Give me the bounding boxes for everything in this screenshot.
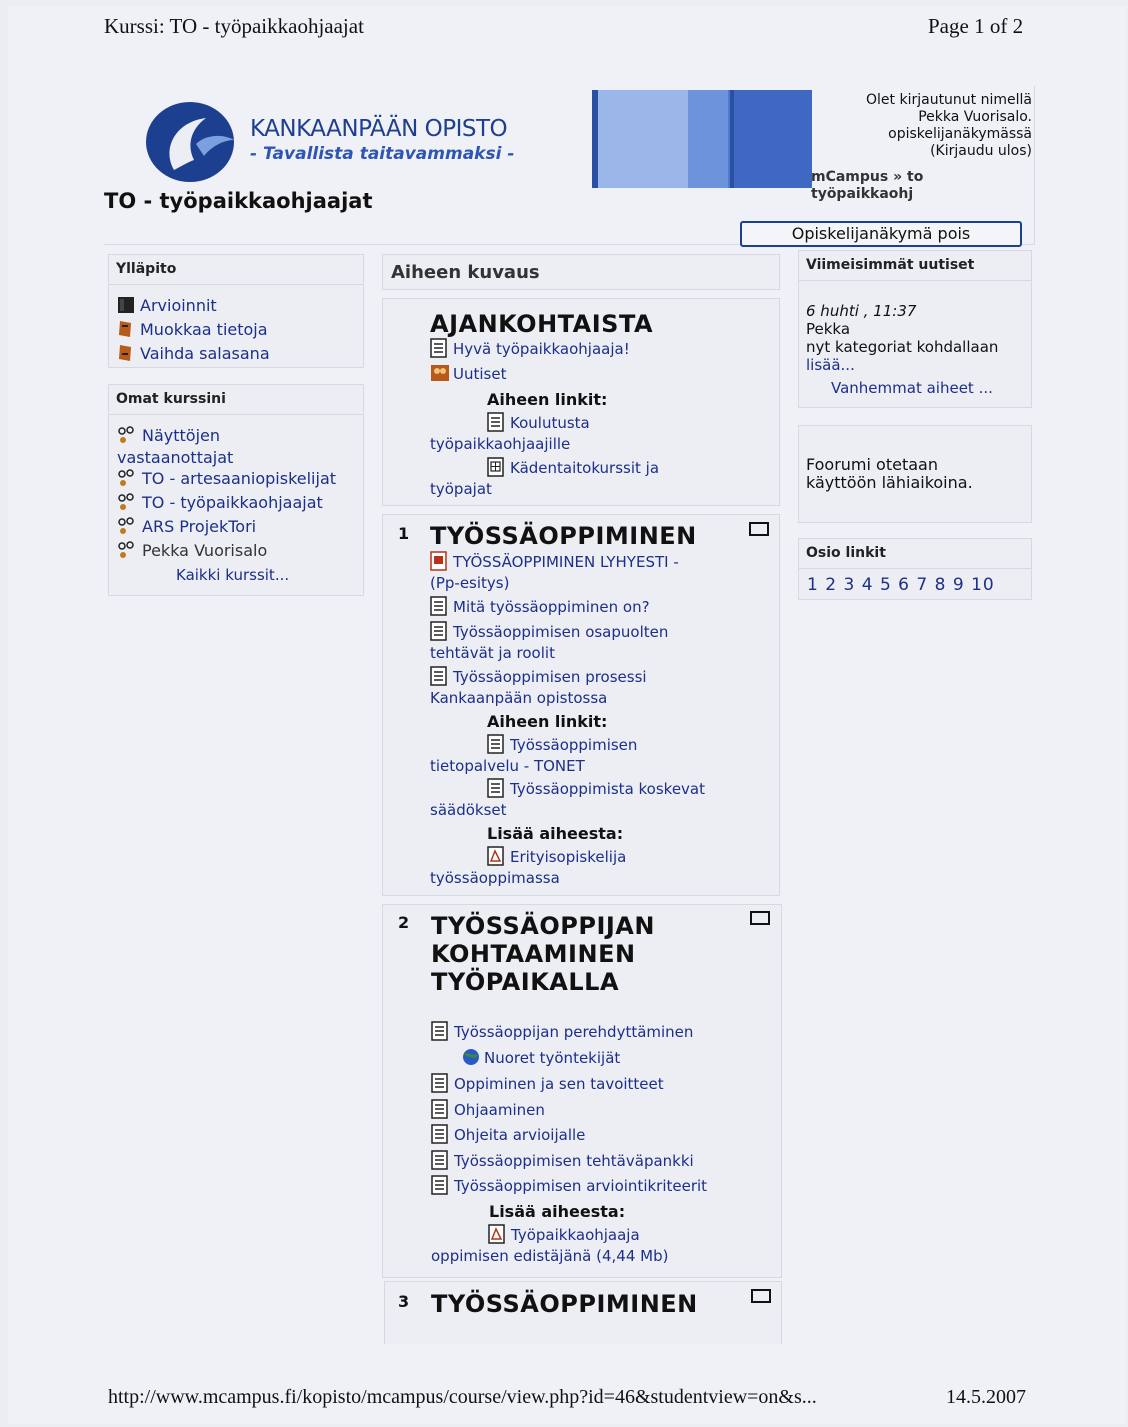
news-headline: nyt kategoriat kohdallaan bbox=[806, 338, 999, 356]
admin-block-title: Ylläpito bbox=[109, 255, 363, 285]
section-1-toggle[interactable] bbox=[749, 522, 769, 536]
section-1-links-heading: Aiheen linkit: bbox=[487, 712, 608, 731]
breadcrumb-line-2: työpaikkaohj bbox=[811, 186, 914, 202]
resource-ohjaaminen[interactable]: Ohjaaminen bbox=[431, 1099, 545, 1121]
news-author: Pekka bbox=[806, 320, 851, 338]
student-view-off-button[interactable]: Opiskelijanäkymä pois bbox=[740, 221, 1022, 247]
breadcrumb-line-1[interactable]: mCampus » to bbox=[811, 169, 924, 185]
logo-icon bbox=[144, 100, 238, 184]
grades-icon bbox=[117, 296, 135, 318]
section-link-8[interactable]: 8 bbox=[934, 575, 947, 595]
admin-item-change-password[interactable]: Vaihda salasana bbox=[117, 344, 270, 366]
document-icon bbox=[431, 1073, 448, 1093]
my-courses-title: Omat kurssini bbox=[109, 385, 363, 415]
section-links-title: Osio linkit bbox=[799, 539, 1031, 569]
resource-perehdyttaminen[interactable]: Työssäoppijan perehdyttäminen bbox=[431, 1021, 693, 1043]
breadcrumb bbox=[811, 169, 923, 203]
section-3-toggle[interactable] bbox=[751, 1289, 771, 1303]
section-2-toggle[interactable] bbox=[750, 911, 770, 925]
admin-item-edit-profile[interactable]: Muokkaa tietoja bbox=[117, 320, 268, 342]
course-item-tyopaikkaohjaajat[interactable]: TO - työpaikkaohjaajat bbox=[117, 493, 323, 515]
document-icon bbox=[431, 1099, 448, 1119]
print-footer-date: 14.5.2007 bbox=[946, 1386, 1026, 1408]
link-tonet[interactable]: Työssäoppimisen tietopalvelu - TONET bbox=[430, 736, 638, 775]
document-icon bbox=[431, 1150, 448, 1170]
course-item-artesaani[interactable]: TO - artesaaniopiskelijat bbox=[117, 469, 336, 491]
logo-slogan: - Tavallista taitavammaksi - bbox=[250, 144, 515, 164]
resource-osapuolten-tehtavat[interactable]: Työssäoppimisen osapuolten tehtävät ja roolit bbox=[430, 623, 669, 662]
section-3-title: TYÖSSÄOPPIMINEN bbox=[431, 1290, 698, 1318]
course-icon bbox=[117, 493, 137, 515]
section-link-10[interactable]: 10 bbox=[971, 575, 995, 595]
section-1-more-heading: Lisää aiheesta: bbox=[487, 824, 624, 843]
section-link-5[interactable]: 5 bbox=[879, 575, 892, 595]
news-date: 6 huhti , 11:37 bbox=[806, 302, 917, 320]
section-links-list bbox=[807, 575, 995, 595]
document-icon bbox=[430, 621, 447, 641]
document-icon bbox=[431, 1021, 448, 1041]
forum-uutiset[interactable]: Uutiset bbox=[430, 363, 506, 385]
document-icon bbox=[431, 1124, 448, 1144]
profile-icon bbox=[117, 320, 135, 342]
course-title: TO - työpaikkaohjaajat bbox=[104, 189, 373, 213]
link-document-icon bbox=[487, 778, 504, 798]
course-item-pekka[interactable]: Pekka Vuorisalo bbox=[117, 541, 267, 563]
section-2-number: 2 bbox=[398, 913, 410, 932]
course-icon bbox=[117, 469, 137, 491]
older-topics-link[interactable]: Vanhemmat aiheet ... bbox=[831, 379, 993, 397]
link-document-icon bbox=[487, 412, 504, 432]
resource-ohjeita-arvioijalle[interactable]: Ohjeita arvioijalle bbox=[431, 1124, 585, 1146]
pdf-icon bbox=[488, 1224, 505, 1244]
forum-icon bbox=[430, 363, 447, 383]
link-erityisopiskelija[interactable]: Erityisopiskelija työssäoppimassa bbox=[430, 848, 627, 887]
document-icon bbox=[430, 338, 447, 358]
resource-oppiminen-tavoitteet[interactable]: Oppiminen ja sen tavoitteet bbox=[431, 1073, 664, 1095]
web-globe-icon bbox=[461, 1047, 478, 1067]
section-2-title: TYÖSSÄOPPIJAN KOHTAAMINEN TYÖPAIKALLA bbox=[431, 912, 655, 996]
link-kadentaitokurssit[interactable]: Kädentaitokurssit ja työpajat bbox=[430, 459, 660, 498]
section-link-2[interactable]: 2 bbox=[825, 575, 838, 595]
section-link-7[interactable]: 7 bbox=[916, 575, 929, 595]
resource-mita-tyossaoppiminen[interactable]: Mitä työssäoppiminen on? bbox=[430, 596, 650, 618]
section-1-number: 1 bbox=[398, 524, 410, 543]
section-link-4[interactable]: 4 bbox=[861, 575, 874, 595]
latest-news-title: Viimeisimmät uutiset bbox=[799, 251, 1031, 281]
section-link-9[interactable]: 9 bbox=[952, 575, 965, 595]
login-user: Pekka Vuorisalo. bbox=[918, 109, 1032, 125]
section-0-title: AJANKOHTAISTA bbox=[430, 310, 654, 338]
link-saadokset[interactable]: Työssäoppimista koskevat säädökset bbox=[430, 780, 705, 819]
section-2-more-heading: Lisää aiheesta: bbox=[489, 1202, 626, 1221]
print-header-page: Page 1 of 2 bbox=[928, 14, 1024, 38]
section-1-title: TYÖSSÄOPPIMINEN bbox=[430, 522, 697, 550]
news-item bbox=[806, 302, 998, 374]
topic-header-block bbox=[382, 254, 780, 290]
section-link-1[interactable]: 1 bbox=[807, 575, 819, 595]
document-icon bbox=[430, 596, 447, 616]
course-icon bbox=[117, 426, 137, 448]
resource-tehtavapankki[interactable]: Työssäoppimisen tehtäväpankki bbox=[431, 1150, 694, 1172]
header-banner bbox=[592, 90, 812, 188]
document-icon bbox=[431, 1175, 448, 1195]
link-document-icon bbox=[487, 734, 504, 754]
topic-header: Aiheen kuvaus bbox=[391, 262, 540, 283]
logout-link[interactable]: (Kirjaudu ulos) bbox=[930, 143, 1032, 159]
news-more-link[interactable]: lisää... bbox=[806, 356, 855, 374]
section-3-number: 3 bbox=[398, 1292, 410, 1311]
document-icon bbox=[430, 666, 447, 686]
all-courses-link[interactable]: Kaikki kurssit... bbox=[176, 566, 290, 584]
course-icon bbox=[117, 517, 137, 539]
password-icon bbox=[117, 344, 135, 366]
resource-tyossaoppiminen-lyhyesti[interactable]: TYÖSSÄOPPIMINEN LYHYESTI - (Pp-esitys) bbox=[430, 553, 679, 592]
login-line-1: Olet kirjautunut nimellä bbox=[866, 92, 1032, 108]
admin-item-grades[interactable]: Arvioinnit bbox=[117, 296, 217, 318]
login-info bbox=[830, 92, 1032, 160]
presentation-icon bbox=[430, 551, 447, 571]
course-item-naytot[interactable]: Näyttöjen vastaanottajat bbox=[117, 426, 234, 467]
course-icon bbox=[117, 541, 137, 563]
resource-arviointikriteerit[interactable]: Työssäoppimisen arviointikriteerit bbox=[431, 1175, 707, 1197]
resource-nuoret-tyontekijat[interactable]: Nuoret työntekijät bbox=[461, 1047, 620, 1069]
link-tyopaikkaohjaaja-edistajana[interactable]: Työpaikkaohjaaja oppimisen edistäjänä (4,44 Mb) bbox=[431, 1226, 669, 1265]
section-link-3[interactable]: 3 bbox=[843, 575, 856, 595]
print-footer-url: http://www.mcampus.fi/kopisto/mcampus/course/view.php?id=46&studentview=on&s... bbox=[108, 1386, 817, 1408]
logo-name: KANKAANPÄÄN OPISTO bbox=[250, 116, 508, 142]
link-table-icon bbox=[487, 457, 504, 477]
forum-note: Foorumi otetaan käyttöön lähiaikoina. bbox=[806, 455, 973, 492]
resource-tyossaoppimisen-prosessi[interactable]: Työssäoppimisen prosessi Kankaanpään opistossa bbox=[430, 668, 647, 707]
link-koulutusta[interactable]: Koulutusta työpaikkaohjaajille bbox=[430, 414, 590, 453]
pdf-icon bbox=[487, 846, 504, 866]
print-header-title: Kurssi: TO - työpaikkaohjaajat bbox=[104, 14, 364, 38]
section-link-6[interactable]: 6 bbox=[898, 575, 910, 595]
resource-hyva-tyopaikkaohjaaja[interactable]: Hyvä työpaikkaohjaaja! bbox=[430, 338, 630, 360]
course-item-ars-projektori[interactable]: ARS ProjekTori bbox=[117, 517, 256, 539]
section-0-links-heading: Aiheen linkit: bbox=[487, 390, 608, 409]
login-mode: opiskelijanäkymässä bbox=[888, 126, 1032, 142]
